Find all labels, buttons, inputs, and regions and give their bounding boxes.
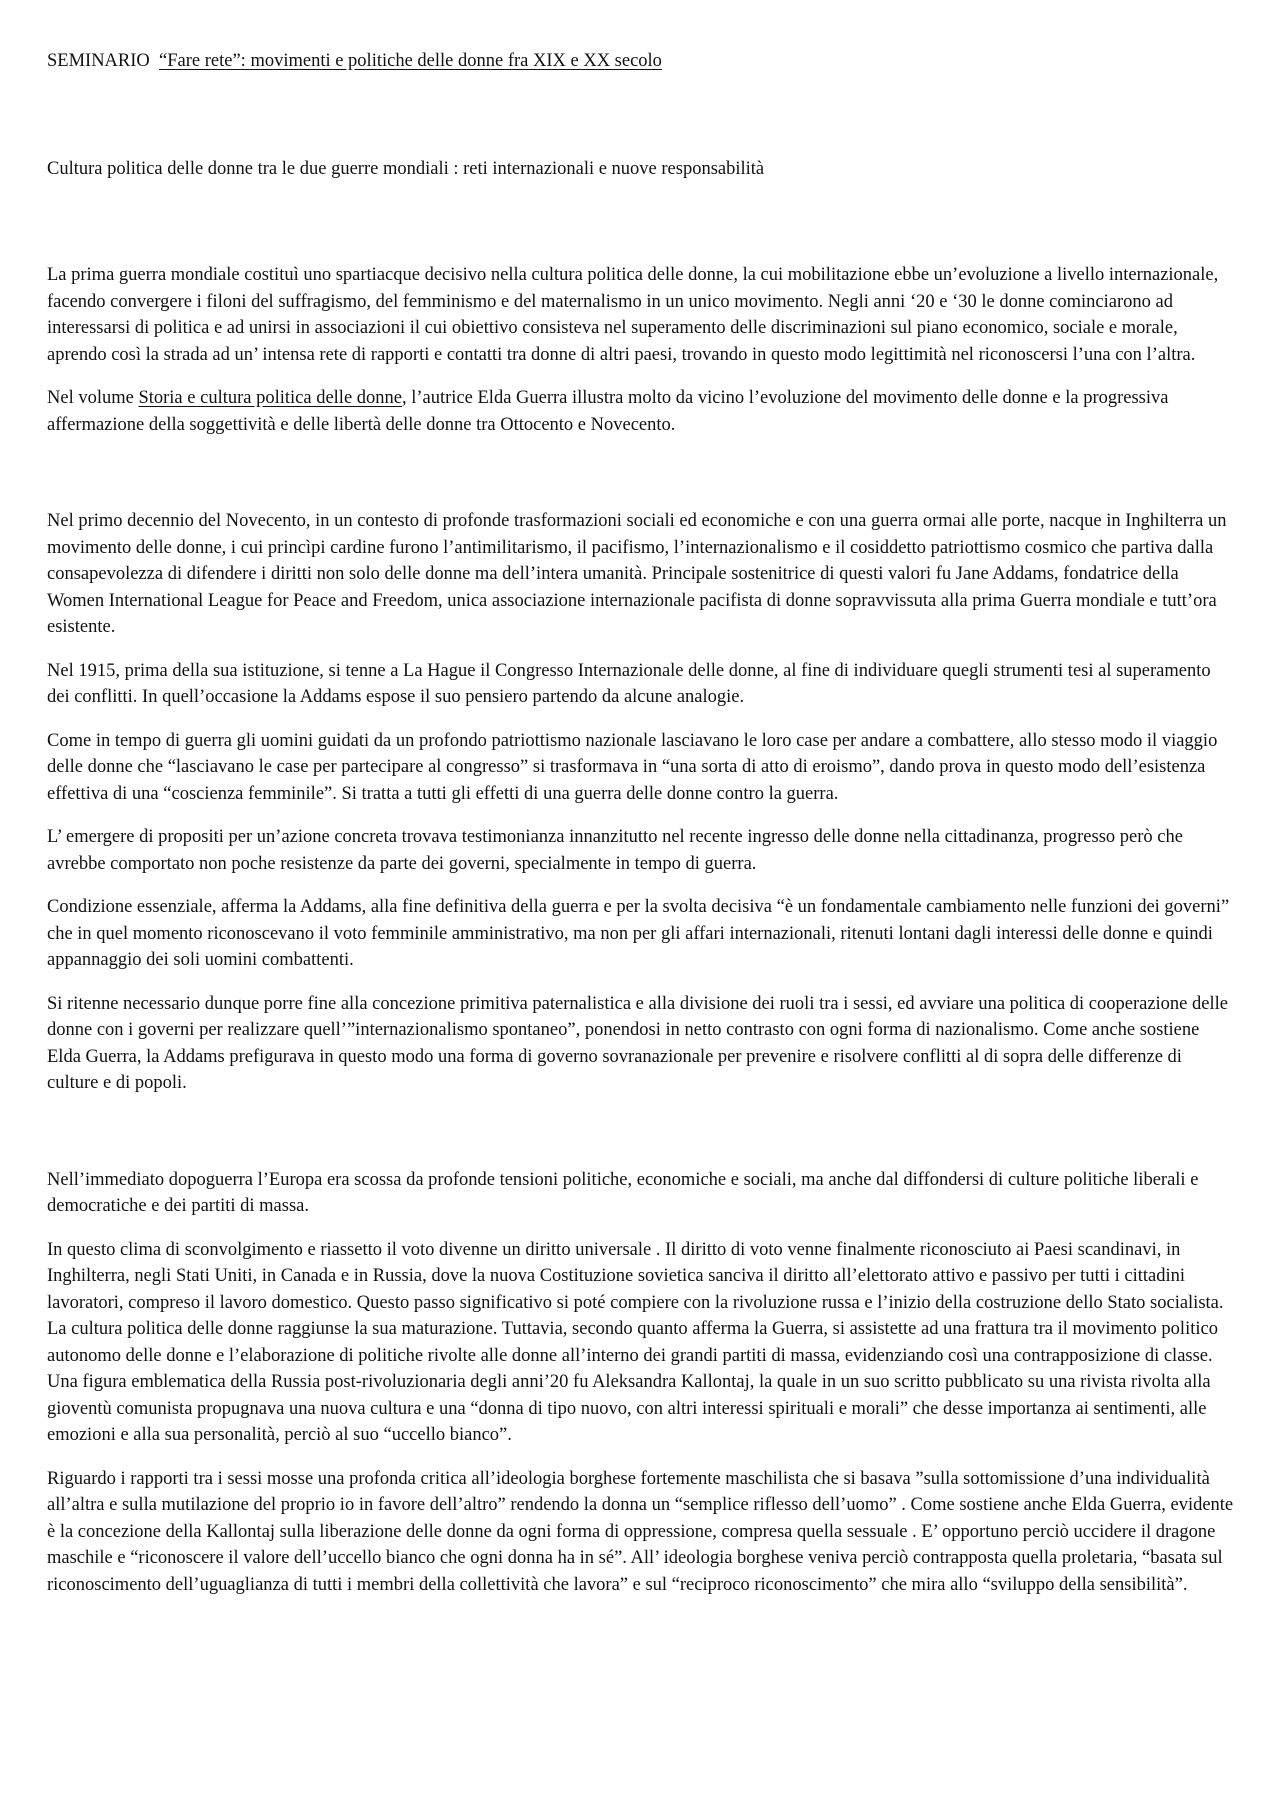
seminar-header — [47, 48, 1237, 74]
document-page — [47, 48, 1237, 1598]
seminar-title: “Fare rete”: movimenti e politiche delle donne fra XIX e XX secolo — [159, 51, 662, 71]
paragraph-9: Nell’immediato dopoguerra l’Europa era scossa da profonde tensioni politiche, economiche e sociali, ma anche dal diffondersi di culture politiche liberali e democratiche e dei partiti di massa. — [47, 1169, 1199, 1216]
document-subtitle: Cultura politica delle donne tra le due guerre mondiali : reti internazionali e nuove responsabilità — [47, 159, 765, 179]
paragraph-1: La prima guerra mondiale costituì uno spartiacque decisivo nella cultura politica delle donne, la cui mobilitazione ebbe un’evoluzione a livello internazionale, facendo convergere i filoni del suffragismo, del femminismo e del maternalismo in un unico movimento. Negli anni ‘20 e ‘30 le donne cominciarono ad interessarsi di politica e ad unirsi in associazioni il cui obiettivo consisteva nel superamento delle discriminazioni sul piano economico, sociale e morale, aprendo così la strada ad un’ intensa rete di rapporti e contatti tra donne di altri paesi, trovando in questo modo legittimità nel riconoscersi l’una con l’altra. — [47, 265, 1219, 365]
paragraph-2-lead: Nel volume — [47, 388, 139, 408]
book-title: Storia e cultura politica delle donne — [138, 388, 402, 408]
paragraph-7: Condizione essenziale, afferma la Addams, alla fine definitiva della guerra e per la svolta decisiva “è un fondamentale cambiamento nelle funzioni dei governi” che in quel momento riconoscevano il voto femminile amministrativo, ma non per gli affari internazionali, ritenuti lontani dagli interessi delle donne e quindi appannaggio dei soli uomini combattenti. — [47, 897, 1230, 970]
paragraph-4: Nel 1915, prima della sua istituzione, si tenne a La Hague il Congresso Internazionale delle donne, al fine di individuare quegli strumenti tesi al superamento dei conflitti. In quell’occasione la Addams espose il suo pensiero partendo da alcune analogie. — [47, 660, 1211, 707]
paragraph-8: Si ritenne necessario dunque porre fine alla concezione primitiva paternalistica e alla divisione dei ruoli tra i sessi, ed avviare una politica di cooperazione delle donne con i governi per realizzare quell’”internazionalismo spontaneo”, ponendosi in netto contrasto con ogni forma di nazionalismo. Come anche sostiene Elda Guerra, la Addams prefigurava in questo modo una forma di governo sovranazionale per prevenire e risolvere conflitti al di sopra delle differenze di culture e di popoli. — [47, 993, 1228, 1093]
paragraph-11: Riguardo i rapporti tra i sessi mosse una profonda critica all’ideologia borghese fortemente maschilista che si basava ”sulla sottomissione d’una individualità all’altra e sulla mutilazione del proprio io in favore dell’altro” rendendo la donna un “semplice riflesso dell’uomo” . Come sostiene anche Elda Guerra, evidente è la concezione della Kallontaj sulla liberazione delle donne da ogni forma di oppressione, compresa quella sessuale . E’ opportuno perciò uccidere il dragone maschile e “riconoscere il valore dell’uccello bianco che ogni donna ha in sé”. All’ ideologia borghese veniva perciò contrapposta quella proletaria, “basata sul riconoscimento dell’uguaglianza di tutti i membri della collettività che lavora” e sul “reciproco riconoscimento” che mira allo “sviluppo della sensibilità”. — [47, 1468, 1234, 1595]
paragraph-3: Nel primo decennio del Novecento, in un contesto di profonde trasformazioni sociali ed economiche e con una guerra ormai alle porte, nacque in Inghilterra un movimento delle donne, i cui princìpi cardine furono l’antimilitarismo, il pacifismo, l’internazionalismo e il cosiddetto patriottismo cosmico che partiva dalla consapevolezza di difendere i diritti non solo delle donne ma dell’intera umanità. Principale sostenitrice di questi valori fu Jane Addams, fondatrice della Women International League for Peace and Freedom, unica associazione internazionale pacifista di donne sopravvissuta alla prima Guerra mondiale e tutt’ora esistente. — [47, 511, 1227, 637]
paragraph-2 — [47, 385, 1237, 438]
paragraph-5: Come in tempo di guerra gli uomini guidati da un profondo patriottismo nazionale lasciavano le loro case per andare a combattere, allo stesso modo il viaggio delle donne che “lasciavano le case per partecipare al congresso” si trasformava in “una sorta di atto di eroismo”, dando prova in questo modo dell’esistenza effettiva di una “coscienza femminile”. Si tratta a tutti gli effetti di una guerra delle donne contro la guerra. — [47, 730, 1218, 804]
paragraph-6: L’ emergere di propositi per un’azione concreta trovava testimonianza innanzitutto nel recente ingresso delle donne nella cittadinanza, progresso però che avrebbe comportato non poche resistenze da parte dei governi, specialmente in tempo di guerra. — [47, 827, 1183, 874]
seminar-label: SEMINARIO — [47, 51, 150, 71]
paragraph-2-rest: , l’autrice Elda Guerra illustra molto da vicino l’evoluzione del movimento delle donne e la progressiva affermazione della soggettività e delle libertà delle donne tra Ottocento e Novecento. — [47, 388, 1169, 435]
paragraph-10: In questo clima di sconvolgimento e riassetto il voto divenne un diritto universale . Il diritto di voto venne finalmente riconosciuto ai Paesi scandinavi, in Inghilterra, negli Stati Uniti, in Canada e in Russia, dove la nuova Costituzione sovietica sanciva il diritto all’elettorato attivo e passivo per tutti i cittadini lavoratori, compreso il lavoro domestico. Questo passo significativo si poté compiere con la rivoluzione russa e l’inizio della costruzione dello Stato socialista. La cultura politica delle donne raggiunse la sua maturazione. Tuttavia, secondo quanto afferma la Guerra, si assistette ad una frattura tra il movimento politico autonomo delle donne e l’elaborazione di politiche rivolte alle donne all’interno dei grandi partiti di massa, evidenziando così una contrapposizione di classe. Una figura emblematica della Russia post-rivoluzionaria degli anni’20 fu Aleksandra Kallontaj, la quale in un suo scritto pubblicato su una rivista rivolta alla gioventù comunista propugnava una nuova cultura e una “donna di tipo nuovo, con altri interessi spirituali e morali” che desse importanza ai sentimenti, alle emozioni e alla sua personalità, perciò al suo “uccello bianco”. — [47, 1239, 1224, 1445]
